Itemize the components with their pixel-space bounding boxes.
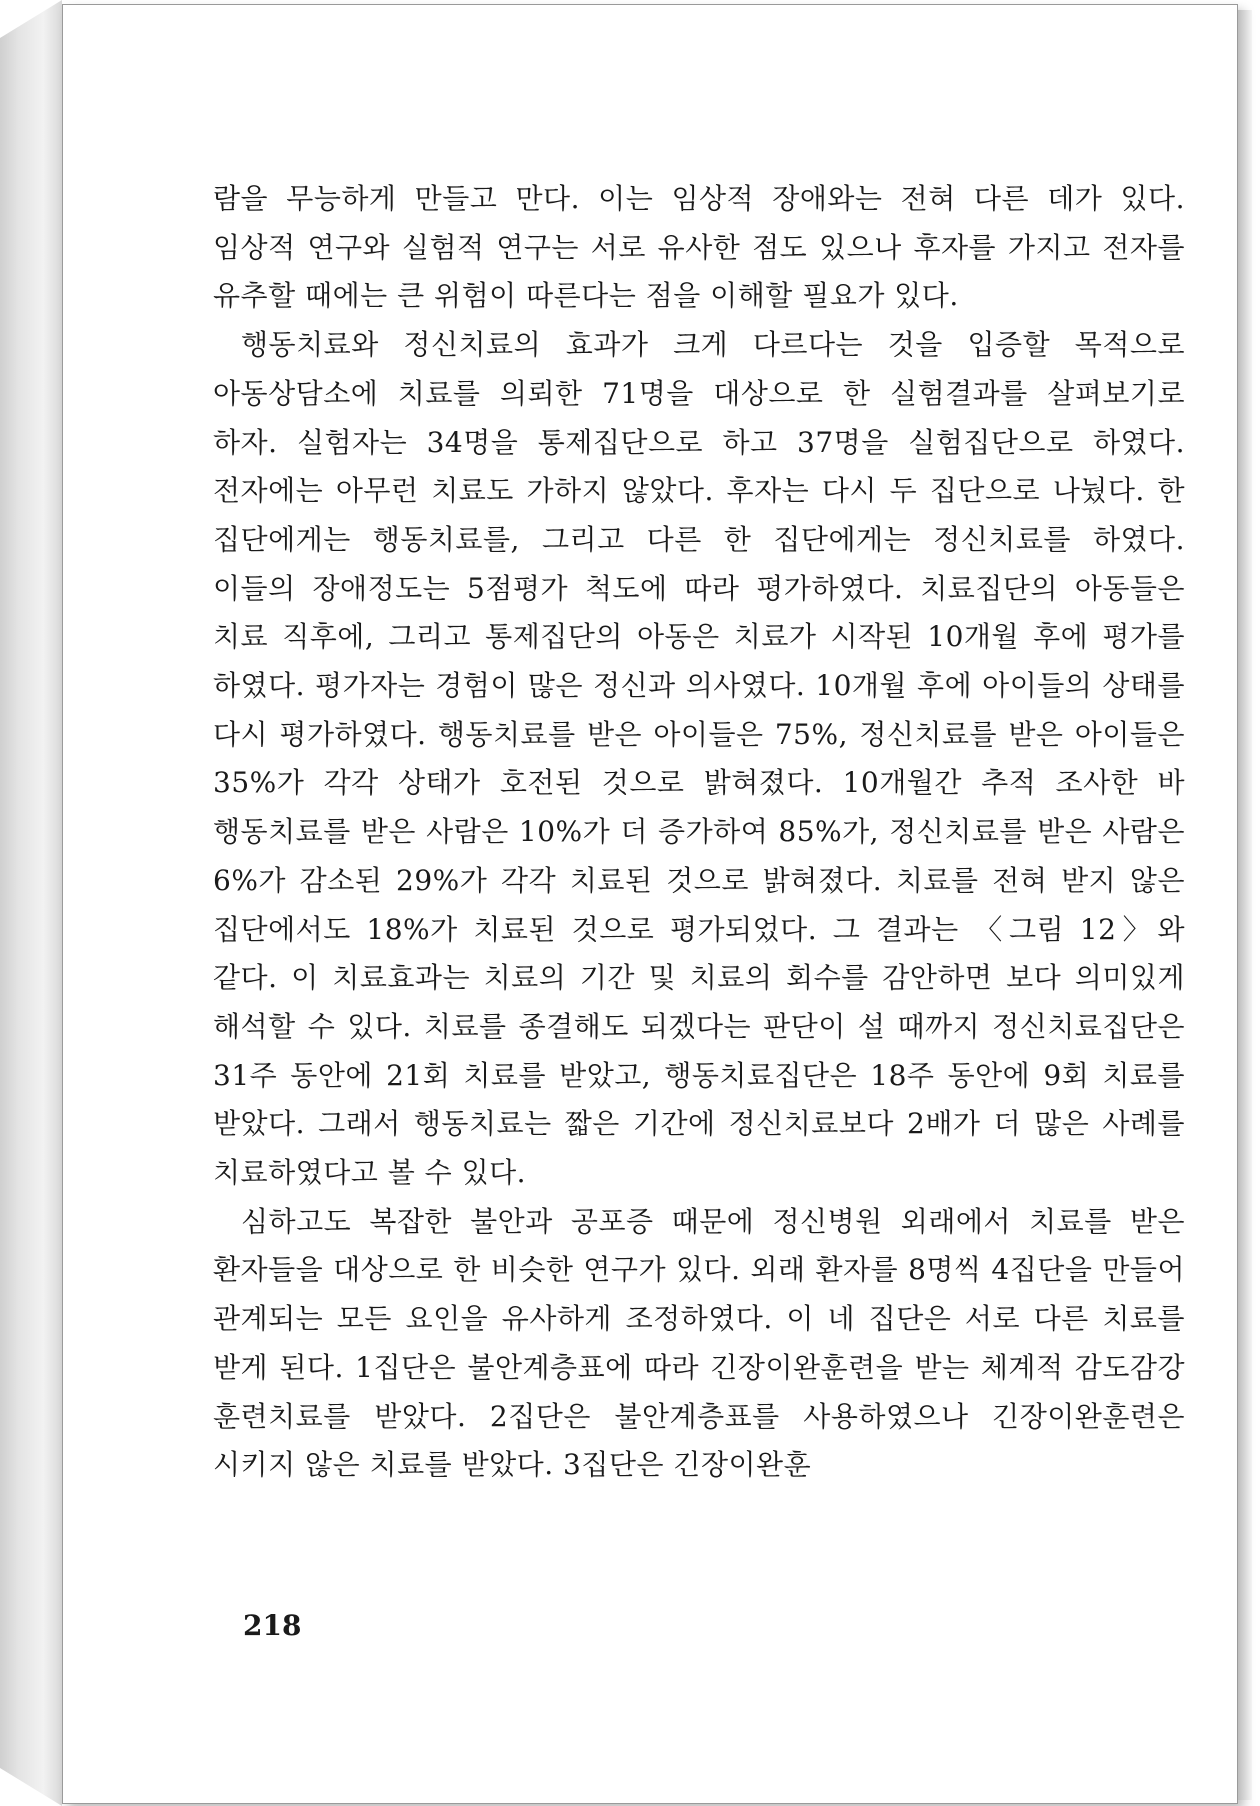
book-spine [0,0,62,1806]
page-number: 218 [243,1609,302,1642]
page-edge-shadow [1238,10,1252,1800]
paragraph-anxiety-phobia-study: 심하고도 복잡한 불안과 공포증 때문에 정신병원 외래에서 치료를 받은 환자들을 대상으로 한 비슷한 연구가 있다. 외래 환자를 8명씩 4집단을 만들어 관계되는 모든 요인을 유사하게 조정하였다. 이 네 집단은 서로 다른 치료를 받게 된다. 1집단은 불안계층표에 따라 긴장이완훈련을 받는 체계적 감도감강 훈련치료를 받았다. 2집단은 불안계층표를 사용하였으나 긴장이완훈련은 시키지 않은 치료를 받았다. 3집단은 긴장이완훈 [213,1204,1185,1482]
body-text [213,175,1185,1490]
paragraph-behavior-therapy-study: 행동치료와 정신치료의 효과가 크게 다르다는 것을 입증할 목적으로 아동상담소에 치료를 의뢰한 71명을 대상으로 한 실험결과를 살펴보기로 하자. 실험자는 34명을 통제집단으로 하고 37명을 실험집단으로 하였다. 전자에는 아무런 치료도 가하지 않았다. 후자는 다시 두 집단으로 나눴다. 한 집단에게는 행동치료를, 그리고 다른 한 집단에게는 정신치료를 하였다. 이들의 장애정도는 5점평가 척도에 따라 평가하였다. 치료집단의 아동들은 치료 직후에, 그리고 통제집단의 아동은 치료가 시작된 10개월 후에 평가를 하였다. 평가자는 경험이 많은 정신과 의사였다. 10개월 후에 아이들의 상태를 다시 평가하였다. 행동치료를 받은 아이들은 75%, 정신치료를 받은 아이들은 35%가 각각 상태가 호전된 것으로 밝혀졌다. 10개월간 추적 조사한 바 행동치료를 받은 사람은 10%가 더 증가하여 85%가, 정신치료를 받은 사람은 6%가 감소된 29%가 각각 치료된 것으로 밝혀졌다. 치료를 전혀 받지 않은 집단에서도 18%가 치료된 것으로 평가되었다. 그 결과는 〈그림 12〉와 같다. 이 치료효과는 치료의 기간 및 치료의 회수를 감안하면 보다 의미있게 해석할 수 있다. 치료를 종결해도 되겠다는 판단이 설 때까지 정신치료집단은 31주 동안에 21회 치료를 받았고, 행동치료집단은 18주 동안에 9회 치료를 받았다. 그래서 행동치료는 짧은 기간에 정신치료보다 2배가 더 많은 사례를 치료하였다고 볼 수 있다. [213,328,1185,1190]
paragraph-continued: 람을 무능하게 만들고 만다. 이는 임상적 장애와는 전혀 다른 데가 있다. 임상적 연구와 실험적 연구는 서로 유사한 점도 있으나 후자를 가지고 전자를 유추할 때에는 큰 위험이 따른다는 점을 이해할 필요가 있다. [213,182,1185,313]
page-sheet [62,4,1238,1804]
